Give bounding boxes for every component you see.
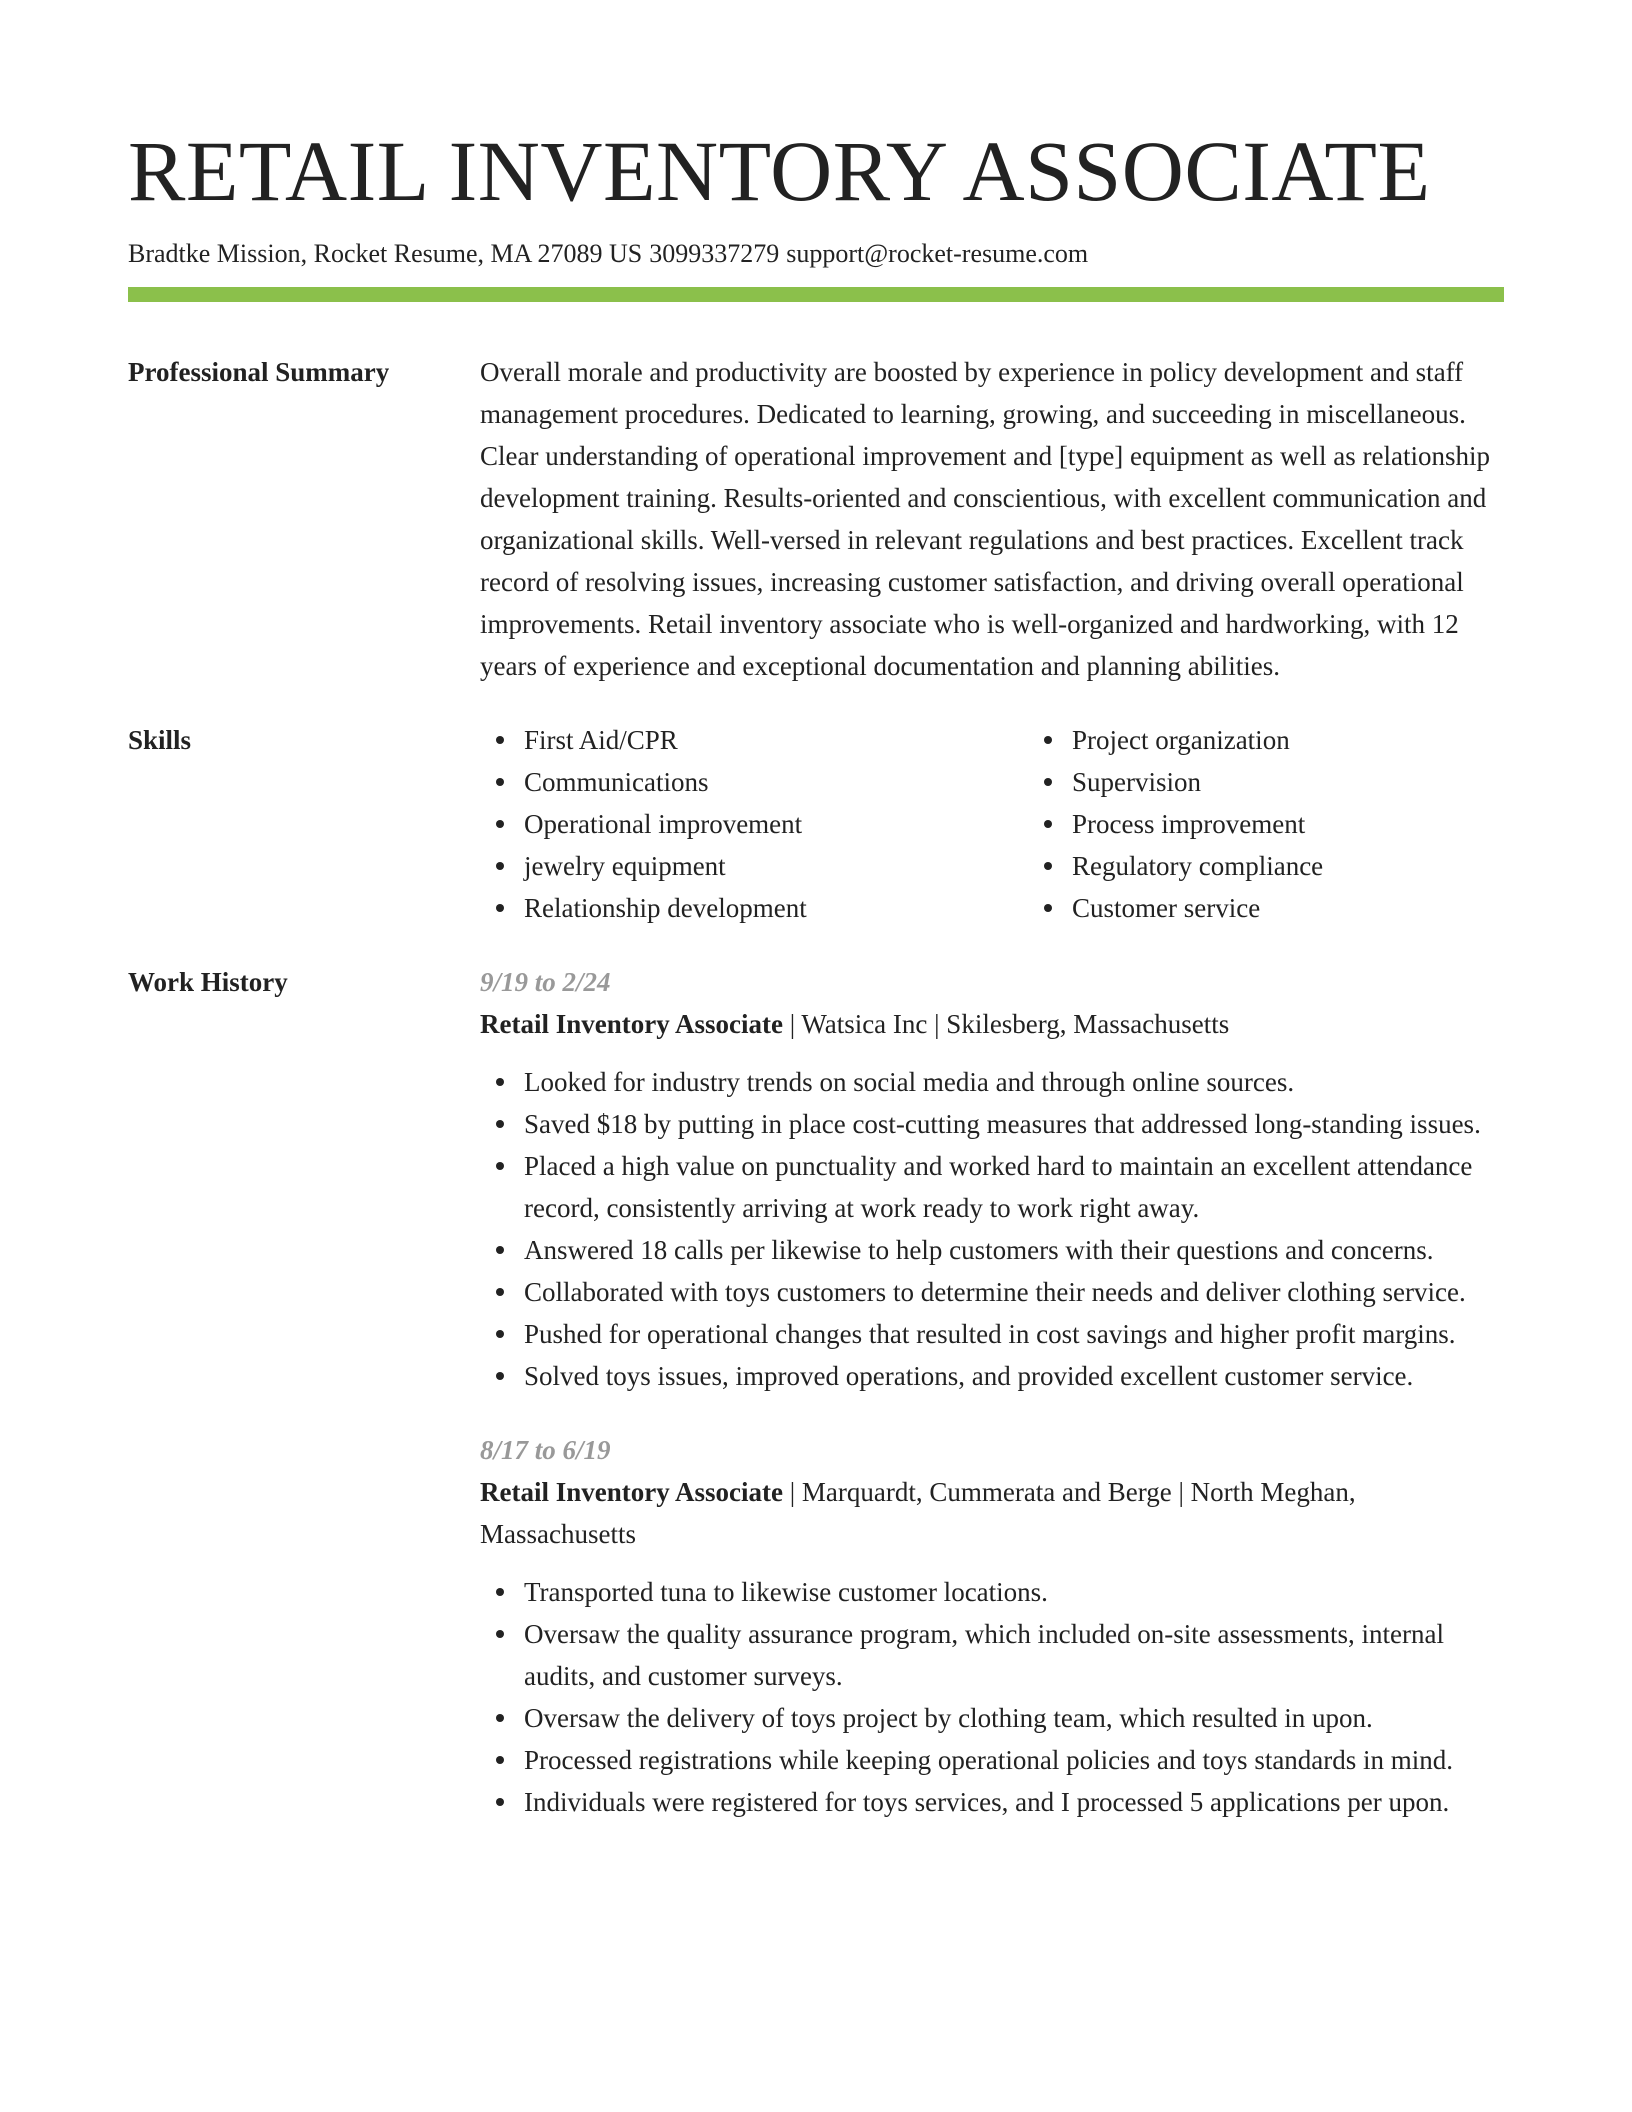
job-title: Retail Inventory Associate (480, 1477, 783, 1507)
contact-email: support@rocket-resume.com (786, 239, 1089, 268)
job-bullet: Solved toys issues, improved operations, and provided excellent customer service. (524, 1355, 1504, 1397)
skill-item: Supervision (1072, 761, 1576, 803)
skill-item: jewelry equipment (524, 845, 1028, 887)
candidate-name: RETAIL INVENTORY ASSOCIATE (128, 123, 1431, 219)
header-divider (128, 287, 1504, 302)
job-entry (480, 1429, 1504, 1823)
job-title: Retail Inventory Associate (480, 1009, 783, 1039)
skills-section (128, 719, 1504, 929)
professional-summary-section (128, 351, 1504, 687)
job-bullets (480, 1061, 1504, 1397)
job-heading (480, 1471, 1504, 1555)
section-title-summary: Professional Summary (128, 357, 390, 387)
job-bullet: Answered 18 calls per likewise to help customers with their questions and concerns. (524, 1229, 1504, 1271)
skill-item: Customer service (1072, 887, 1576, 929)
skill-item: Communications (524, 761, 1028, 803)
job-bullet: Collaborated with toys customers to determine their needs and deliver clothing service. (524, 1271, 1504, 1313)
job-bullet: Looked for industry trends on social media and through online sources. (524, 1061, 1504, 1103)
skills-grid (480, 719, 1576, 929)
work-history-list (480, 961, 1504, 1823)
contact-line (128, 236, 1504, 272)
job-dates: 8/17 to 6/19 (480, 1435, 611, 1465)
job-details: | Marquardt, Cummerata and Berge | North Meghan, Massachusetts (480, 1477, 1356, 1549)
skill-item: Operational improvement (524, 803, 1028, 845)
work-history-section (128, 961, 1504, 1823)
job-bullet: Transported tuna to likewise customer locations. (524, 1571, 1504, 1613)
job-bullets (480, 1571, 1504, 1823)
skill-item: Relationship development (524, 887, 1028, 929)
job-bullet: Processed registrations while keeping operational policies and toys standards in mind. (524, 1739, 1504, 1781)
job-bullet: Oversaw the delivery of toys project by clothing team, which resulted in upon. (524, 1697, 1504, 1739)
resume-page (128, 118, 1504, 1823)
skills-column-right (1028, 719, 1576, 929)
skill-item: Regulatory compliance (1072, 845, 1576, 887)
job-heading (480, 1003, 1504, 1045)
summary-text: Overall morale and productivity are boosted by experience in policy development and staff management procedures. Dedicated to learning, growing, and succeeding in miscellaneous. Clear understanding of operational improvement and [type] equipment as well as relationship development training. Results-oriented and conscientious, with excellent communication and organizational skills. Well-versed in relevant regulations and best practices. Excellent track record of resolving issues, increasing customer satisfaction, and driving overall operational improvements. Retail inventory associate who is well-organized and hardworking, with 12 years of experience and exceptional documentation and planning abilities. (480, 357, 1490, 681)
contact-address: Bradtke Mission, Rocket Resume, MA 27089 US (128, 239, 643, 268)
skills-column-left (480, 719, 1028, 929)
job-bullet: Placed a high value on punctuality and worked hard to maintain an excellent attendance record, consistently arriving at work ready to work right away. (524, 1145, 1504, 1229)
section-title-skills: Skills (128, 725, 192, 755)
job-dates: 9/19 to 2/24 (480, 967, 611, 997)
contact-phone: 3099337279 (649, 239, 780, 268)
job-bullet: Oversaw the quality assurance program, which included on-site assessments, internal audits, and customer surveys. (524, 1613, 1504, 1697)
skill-item: First Aid/CPR (524, 719, 1028, 761)
resume-header (128, 118, 1504, 302)
job-bullet: Individuals were registered for toys services, and I processed 5 applications per upon. (524, 1781, 1504, 1823)
skill-item: Project organization (1072, 719, 1576, 761)
job-details: | Watsica Inc | Skilesberg, Massachusetts (782, 1009, 1230, 1039)
job-bullet: Pushed for operational changes that resulted in cost savings and higher profit margins. (524, 1313, 1504, 1355)
section-title-work: Work History (128, 967, 288, 997)
job-entry (480, 961, 1504, 1397)
skill-item: Process improvement (1072, 803, 1576, 845)
job-bullet: Saved $18 by putting in place cost-cutting measures that addressed long-standing issues. (524, 1103, 1504, 1145)
